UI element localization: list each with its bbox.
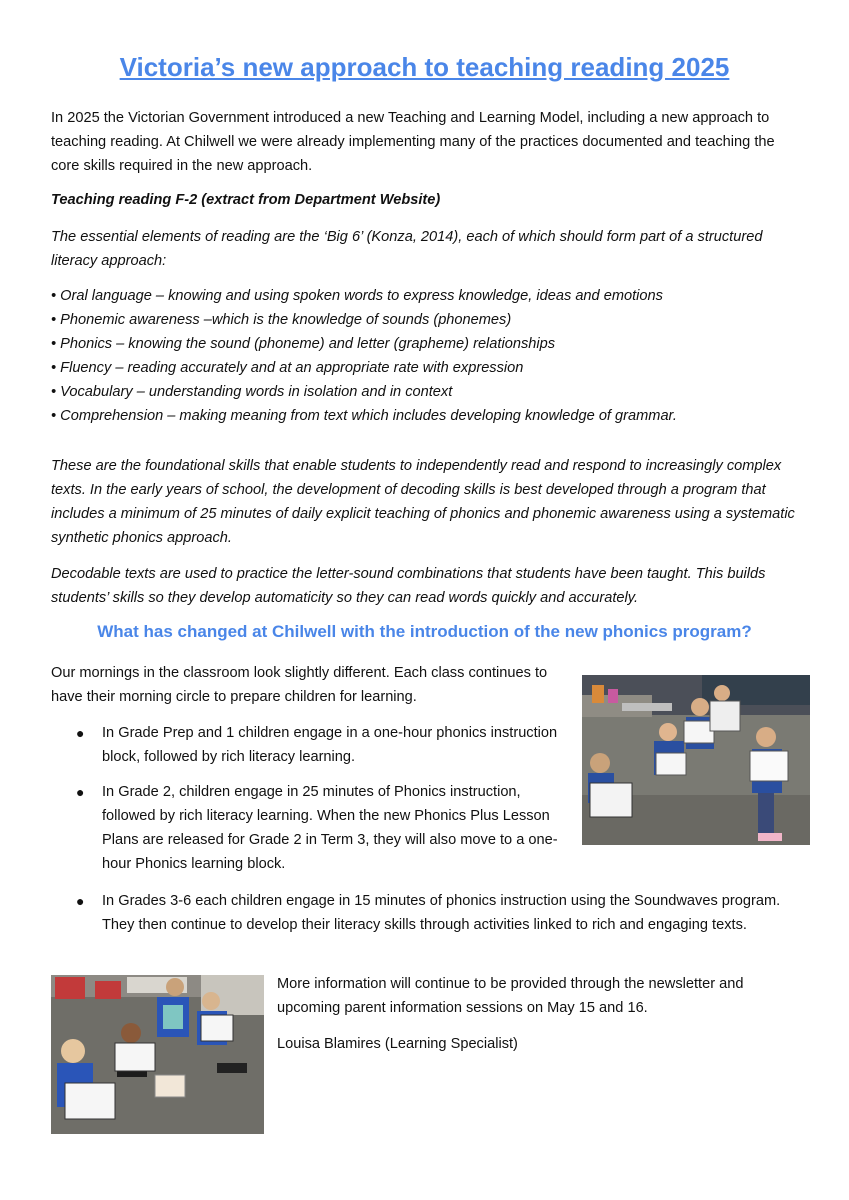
decodable-paragraph: Decodable texts are used to practice the letter-sound combinations that students have been taught. This builds students’ skills so they develop automaticity so they can read words quickly and accurately. xyxy=(51,566,766,606)
changes-heading: What has changed at Chilwell with the introduction of the new phonics program? xyxy=(97,622,752,641)
big6-item-fluency: • Fluency – reading accurately and at an appropriate rate with expression xyxy=(51,360,524,376)
foundational-paragraph: These are the foundational skills that enable students to independently read and respond to increasingly complex texts. In the early years of school, the development of decoding skills is best developed through a program that includes a minimum of 25 minutes of daily explicit teaching of phonics and phonemic awareness using a systematic synthetic phonics approach. xyxy=(51,458,795,546)
classroom-photo-senior xyxy=(51,975,264,1134)
bullet-icon: ● xyxy=(76,893,85,909)
big6-item-vocabulary: • Vocabulary – understanding words in isolation and in context xyxy=(51,384,453,400)
more-info-paragraph: More information will continue to be provided through the newsletter and upcoming parent information sessions on May 15 and 16. xyxy=(277,976,744,1016)
signature: Louisa Blamires (Learning Specialist) xyxy=(277,1036,518,1052)
grade-item-grades-3-6 xyxy=(51,889,796,937)
big6-item-oral-language: • Oral language – knowing and using spoken words to express knowledge, ideas and emotions xyxy=(51,288,663,304)
big6-item-phonemic-awareness: • Phonemic awareness –which is the knowledge of sounds (phonemes) xyxy=(51,312,512,328)
classroom-photo-senior-image xyxy=(51,975,264,1134)
big6-list xyxy=(51,284,811,428)
classroom-photo-junior-image xyxy=(582,675,810,845)
mornings-paragraph: Our mornings in the classroom look slightly different. Each class continues to have their morning circle to prepare children for learning. xyxy=(51,665,548,705)
grade-list-top xyxy=(51,721,561,887)
grade-item-prep-1 xyxy=(51,721,561,769)
grade-list-bottom xyxy=(51,889,796,948)
bullet-icon: ● xyxy=(76,784,85,800)
big6-item-phonics: • Phonics – knowing the sound (phoneme) and letter (grapheme) relationships xyxy=(51,336,556,352)
grade-item-grade-2 xyxy=(51,780,561,876)
grade-item-text: In Grade 2, children engage in 25 minutes of Phonics instruction, followed by rich literacy learning. When the new Phonics Plus Lesson Plans are released for Grade 2 in Term 3, they will also move to a one-hour Phonics learning block. xyxy=(102,784,558,872)
bullet-icon: ● xyxy=(76,725,85,741)
intro-paragraph: In 2025 the Victorian Government introduced a new Teaching and Learning Model, including a new approach to teaching reading. At Chilwell we were already implementing many of the practices documented and teaching the core skills required in the new approach. xyxy=(51,110,775,174)
big6-item-comprehension: • Comprehension – making meaning from text which includes developing knowledge of grammar. xyxy=(51,408,677,424)
extract-heading: Teaching reading F-2 (extract from Department Website) xyxy=(51,192,441,208)
page-title: Victoria’s new approach to teaching reading 2025 xyxy=(119,52,730,82)
big6-intro: The essential elements of reading are the ‘Big 6’ (Konza, 2014), each of which should form part of a structured literacy approach: xyxy=(51,229,763,269)
grade-item-text: In Grades 3-6 each children engage in 15 minutes of phonics instruction using the Soundwaves program. They then continue to develop their literacy skills through activities linked to rich and engaging texts. xyxy=(102,893,781,933)
classroom-photo-junior xyxy=(582,675,810,845)
grade-item-text: In Grade Prep and 1 children engage in a one-hour phonics instruction block, followed by rich literacy learning. xyxy=(102,725,558,765)
